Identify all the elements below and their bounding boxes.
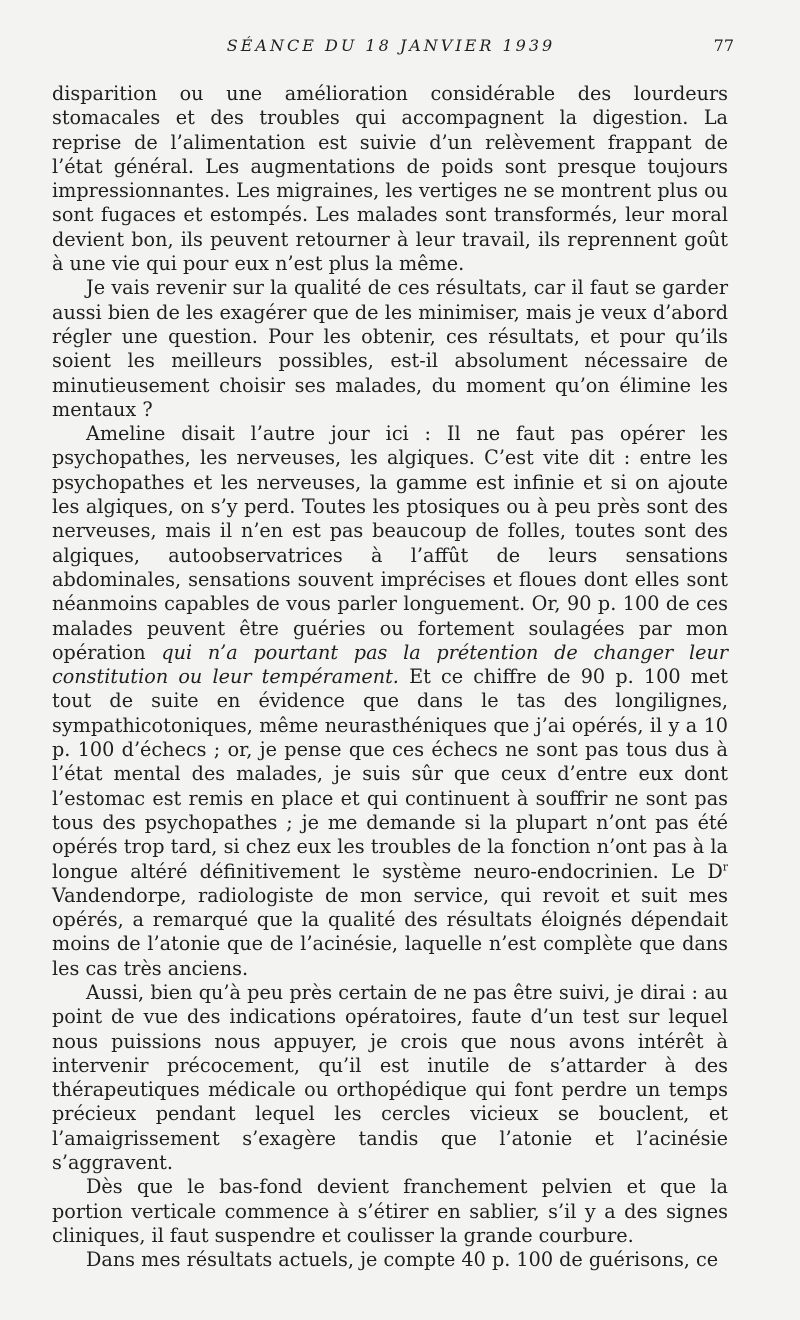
text-segment: Dans mes résultats actuels, je compte 40 p. 100 de guérisons, ce <box>86 1248 719 1272</box>
body-text <box>52 82 728 1273</box>
page-header <box>52 36 734 60</box>
paragraph <box>52 422 728 981</box>
text-segment: Ameline disait l’autre jour ici : Il ne faut pas opérer les psychopathes, les nerveuses, les algiques. C’est vite dit : entre les psychopathes et les nerveuses, la gamme est infinie et si on ajoute les algiques, on s’y perd. Toutes les ptosiques ou à peu près sont des nerveuses, mais il n’en est pas beaucoup de folles, toutes sont des algiques, autoobservatrices à l’affût de leurs sensations abdominales, sensations souvent imprécises et floues dont elles sont néanmoins capables de vous parler longuement. Or, 90 p. 100 de ces malades peuvent être guéries ou fortement soulagées par mon opération <box>52 422 728 664</box>
paragraph <box>52 981 728 1175</box>
text-segment: disparition ou une amélioration considérable des lourdeurs stomacales et des troubles qui accompagnent la digestion. La reprise de l’alimentation est suivie d’un relèvement frappant de l’état général. Les augmentations de poids sont presque toujours impressionnantes. Les migraines, les vertiges ne se montrent plus ou sont fugaces et estompés. Les malades sont transformés, leur moral devient bon, ils peuvent retourner à leur travail, ils reprennent goût à une vie qui pour eux n’est plus la même. <box>52 82 728 276</box>
superscript-text: r <box>722 860 728 874</box>
text-segment: Dès que le bas-fond devient franchement pelvien et que la portion verticale commence à s’étirer en sablier, s’il y a des signes cliniques, il faut suspendre et coulisser la grande courbure. <box>52 1175 728 1247</box>
paragraph <box>52 1175 728 1248</box>
paragraph <box>52 82 728 276</box>
text-segment: Et ce chiffre de 90 p. 100 met tout de suite en évidence que dans le tas des longilignes, sympathicotoniques, même neurasthéniques que j’ai opérés, il y a 10 p. 100 d’échecs ; or, je pense que ces échecs ne sont pas tous dus à l’état mental des malades, je suis sûr que ceux d’entre eux dont l’estomac est remis en place et qui continuent à souffrir ne sont pas tous des psychopathes ; je me demande si la plupart n’ont pas été opérés trop tard, si chez eux les troubles de la fonction n’ont pas à la longue altéré définitivement le système neuro-endocrinien. Le D <box>52 665 728 883</box>
text-segment: Aussi, bien qu’à peu près certain de ne pas être suivi, je dirai : au point de vue des indications opératoires, faute d’un test sur lequel nous puissions nous appuyer, je crois que nous avons intérêt à intervenir précocement, qu’il est inutile de s’attarder à des thérapeutiques médicale ou orthopédique qui font perdre un temps précieux pendant lequel les cercles vicieux se bouclent, et l’amaigrissement s’exagère tandis que l’atonie et l’acinésie s’aggravent. <box>52 980 728 1175</box>
paragraph <box>52 276 728 422</box>
text-segment: Vandendorpe, radiologiste de mon service, qui revoit et suit mes opérés, a remarqué que la qualité des résultats éloignés dépendait moins de l’atonie que de l’acinésie, laquelle n’est complète que dans les cas très anciens. <box>52 883 728 980</box>
page-number: 77 <box>713 36 734 55</box>
italic-text: qui n’a pourtant pas la prétention de changer leur constitution ou leur tempérament. <box>52 640 728 689</box>
running-title: SÉANCE DU 18 JANVIER 1939 <box>226 36 556 55</box>
paragraph <box>52 1248 728 1272</box>
text-segment: Je vais revenir sur la qualité de ces résultats, car il faut se garder aussi bien de les exagérer que de les minimiser, mais je veux d’abord régler une question. Pour les obtenir, ces résultats, et pour qu’ils soient les meilleurs possibles, est-il absolument nécessaire de minutieusement choisir ses malades, du moment qu’on élimine les mentaux ? <box>52 276 728 421</box>
